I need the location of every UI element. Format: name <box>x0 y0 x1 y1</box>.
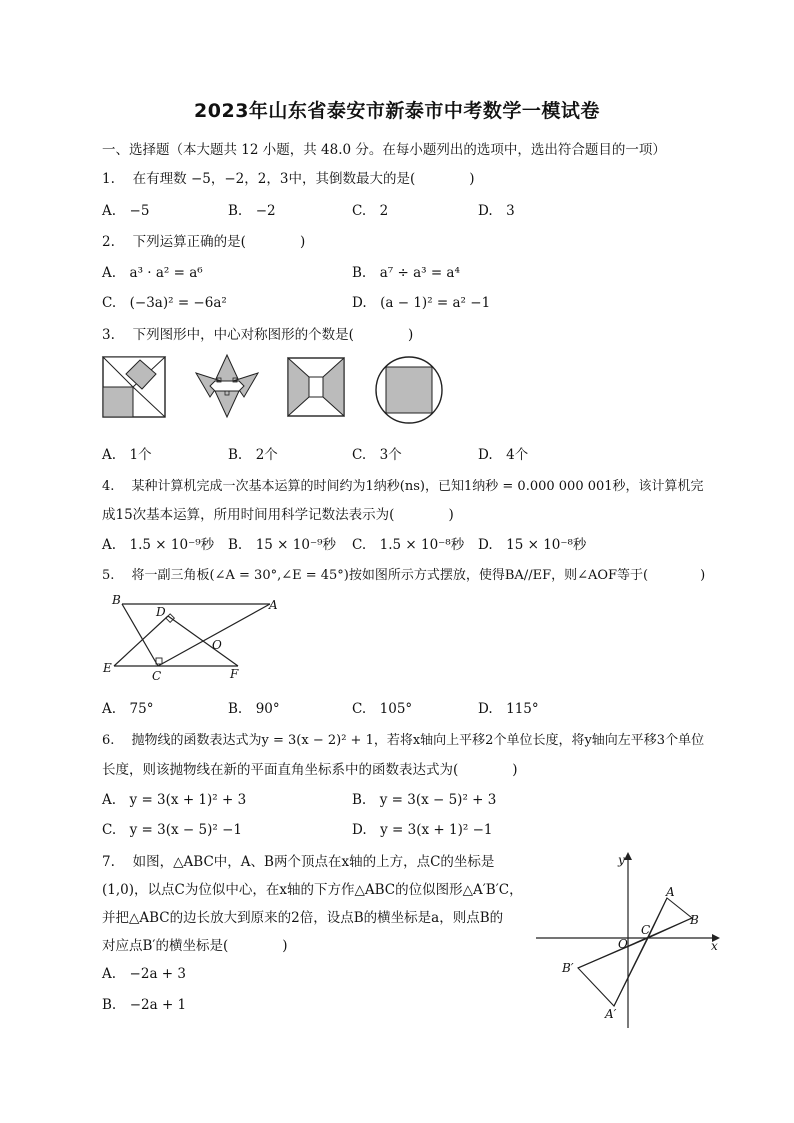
question-3-stem: 3. 下列图形中，中心对称图形的个数是( ) <box>102 327 414 343</box>
q5-label-e: E <box>103 661 112 675</box>
q7-label-b-prime: B′ <box>562 961 574 975</box>
q2-option-b[interactable]: B. a⁷ ÷ a³ = a⁴ <box>352 265 460 281</box>
q4-option-a[interactable]: A. 1.5 × 10⁻⁹秒 <box>102 537 215 553</box>
q4-option-c[interactable]: C. 1.5 × 10⁻⁸秒 <box>352 537 465 553</box>
q7-label-a-prime: A′ <box>605 1007 617 1021</box>
question-6-stem-line2: 长度，则该抛物线在新的平面直角坐标系中的函数表达式为( ) <box>102 762 518 778</box>
q7-option-b[interactable]: B. −2a + 1 <box>102 997 187 1013</box>
q5-option-c[interactable]: C. 105° <box>352 701 413 717</box>
q7-label-a: A <box>666 885 675 899</box>
q7-label-c: C <box>641 923 651 937</box>
question-1-stem: 1. 在有理数 −5，−2，2，3中，其倒数最大的是( ) <box>102 171 475 187</box>
q1-option-a[interactable]: A. −5 <box>102 203 150 219</box>
q5-label-b: B <box>112 593 121 607</box>
q5-label-a: A <box>269 598 278 612</box>
q6-option-a[interactable]: A. y = 3(x + 1)² + 3 <box>102 792 247 808</box>
question-6-stem-line1: 6. 抛物线的函数表达式为y = 3(x − 2)² + 1，若将x轴向上平移2个单位长度，将y轴向左平移3个单位 <box>102 733 705 748</box>
q7-label-o: O <box>618 937 628 951</box>
q3-figure-4 <box>374 355 444 425</box>
q7-label-x: x <box>711 939 718 953</box>
q5-figure-triangles <box>100 592 290 682</box>
q7-option-a[interactable]: A. −2a + 3 <box>102 966 186 982</box>
question-7-stem-line1: 7. 如图，△ABC中，A、B两个顶点在x轴的上方，点C的坐标是 <box>102 854 495 870</box>
q6-option-d[interactable]: D. y = 3(x + 1)² −1 <box>352 822 493 838</box>
question-7-stem-line4: 对应点B′的横坐标是( ) <box>102 938 288 954</box>
q2-option-c[interactable]: C. (−3a)² = −6a² <box>102 295 227 311</box>
q6-option-c[interactable]: C. y = 3(x − 5)² −1 <box>102 822 242 838</box>
q5-label-f: F <box>230 667 239 681</box>
section-heading: 一、选择题（本大题共 12 小题，共 48.0 分。在每小题列出的选项中，选出符合题目的一项） <box>102 142 666 158</box>
question-4-stem-line2: 成15次基本运算，所用时间用科学记数法表示为( ) <box>102 507 454 523</box>
q1-option-b[interactable]: B. −2 <box>228 203 276 219</box>
question-5-stem: 5. 将一副三角板(∠A = 30°,∠E = 45°)按如图所示方式摆放，使得BA//EF，则∠AOF等于( ) <box>102 568 706 583</box>
q7-label-y: y <box>618 853 625 867</box>
q2-option-a[interactable]: A. a³ · a² = a⁶ <box>102 265 203 281</box>
q4-option-b[interactable]: B. 15 × 10⁻⁹秒 <box>228 537 336 553</box>
q7-figure-coordinate <box>536 850 736 1040</box>
q2-option-d[interactable]: D. (a − 1)² = a² −1 <box>352 295 491 311</box>
q3-option-a[interactable]: A. 1个 <box>102 447 152 463</box>
q3-option-d[interactable]: D. 4个 <box>478 447 529 463</box>
q4-option-d[interactable]: D. 15 × 10⁻⁸秒 <box>478 537 587 553</box>
q5-option-b[interactable]: B. 90° <box>228 701 280 717</box>
q5-label-d: D <box>156 605 166 619</box>
exam-title: 2023年山东省泰安市新泰市中考数学一模试卷 <box>194 100 600 122</box>
q5-option-d[interactable]: D. 115° <box>478 701 539 717</box>
q7-label-b: B <box>690 913 699 927</box>
q5-option-a[interactable]: A. 75° <box>102 701 154 717</box>
q5-label-c: C <box>152 669 162 683</box>
q3-figure-2 <box>194 353 260 419</box>
q5-label-o: O <box>212 638 222 652</box>
q3-figure-1 <box>102 356 166 418</box>
question-2-stem: 2. 下列运算正确的是( ) <box>102 234 306 250</box>
q6-option-b[interactable]: B. y = 3(x − 5)² + 3 <box>352 792 497 808</box>
q3-option-b[interactable]: B. 2个 <box>228 447 278 463</box>
question-7-stem-line3: 并把△ABC的边长放大到原来的2倍，设点B的横坐标是a，则点B的 <box>102 910 504 926</box>
question-4-stem-line1: 4. 某种计算机完成一次基本运算的时间约为1纳秒(ns)，已知1纳秒 = 0.000 000 001秒，该计算机完 <box>102 479 704 494</box>
q1-option-d[interactable]: D. 3 <box>478 203 515 219</box>
q3-option-c[interactable]: C. 3个 <box>352 447 402 463</box>
q1-option-c[interactable]: C. 2 <box>352 203 389 219</box>
question-7-stem-line2: (1,0)，以点C为位似中心，在x轴的下方作△ABC的位似图形△A′B′C， <box>102 882 523 898</box>
q3-figure-3 <box>287 357 345 417</box>
